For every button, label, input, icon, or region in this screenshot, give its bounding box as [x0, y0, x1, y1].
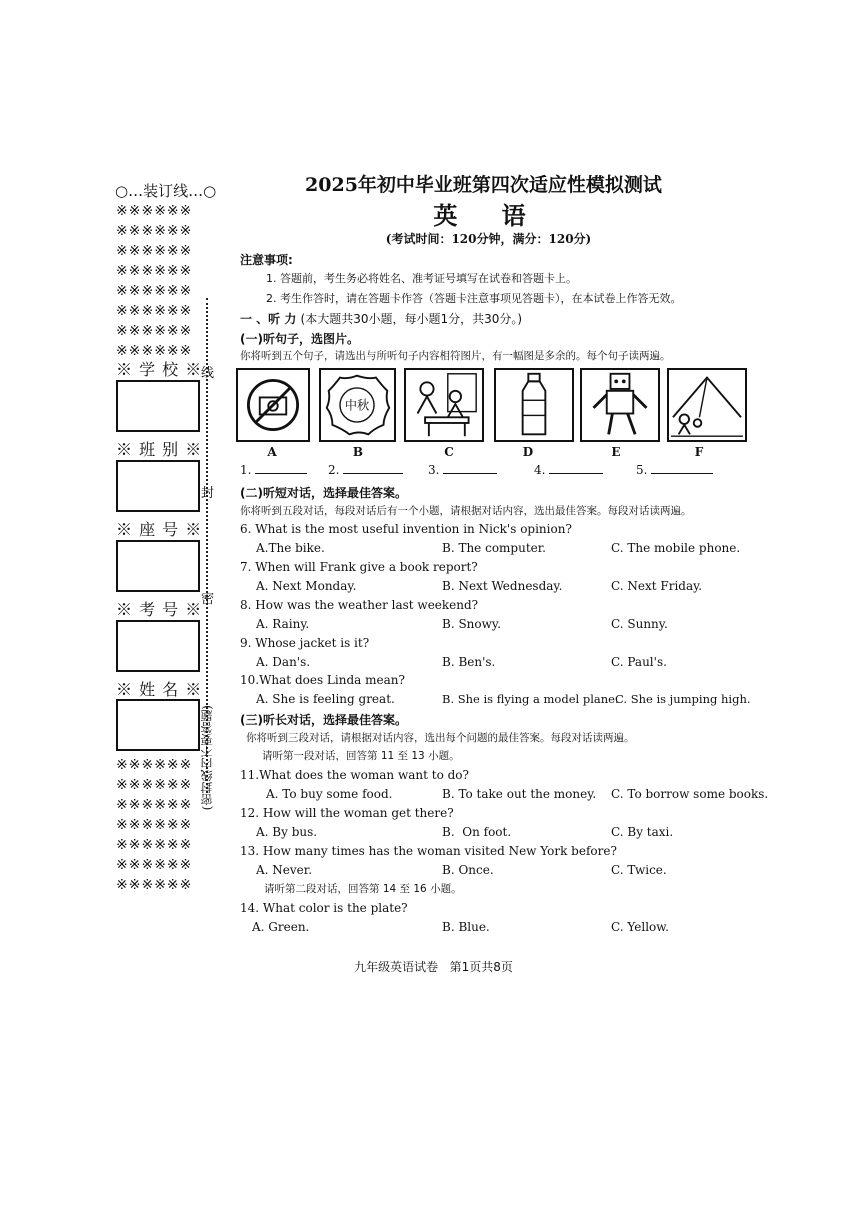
picture-f [667, 368, 747, 442]
exam-subject: 英 语 [433, 201, 544, 230]
page-footer: 九年级英语试卷 第1页共8页 [354, 960, 513, 974]
picture-e [580, 368, 660, 442]
option-b: B. Once. [442, 863, 494, 877]
blank-number: 1. [240, 463, 252, 477]
seal-char-seal: 封 [201, 486, 215, 501]
notice-heading: 注意事项: [240, 253, 293, 267]
picture-label-a: A [267, 445, 277, 459]
cross-row: ※※※※※※ [116, 263, 193, 279]
picture-label-f: F [694, 445, 704, 459]
answer-blank-2[interactable] [328, 463, 403, 477]
seal-note: (密封线内不要答题) [200, 705, 214, 811]
seat-number-field[interactable] [116, 540, 200, 592]
part3-sub1: 请听第一段对话，回答第 11 至 13 小题。 [262, 750, 460, 762]
option-a: A.The bike. [256, 541, 325, 555]
question-text: 12. How will the woman get there? [240, 806, 454, 820]
option-b: B. Blue. [442, 920, 490, 934]
option-a: A. Rainy. [256, 617, 310, 631]
option-b: B. She is flying a model plane. [442, 692, 619, 706]
picture-label-e: E [611, 445, 621, 459]
cross-row: ※※※※※※ [116, 777, 193, 793]
tent-icon [669, 370, 745, 440]
notice-item: 1. 答题前，考生务必将姓名、准考证号填写在试卷和答题卡上。 [266, 272, 577, 285]
picture-label-d: D [522, 445, 534, 459]
cross-row: ※※※※※※ [116, 303, 193, 319]
bottle-icon [496, 370, 572, 440]
option-a: A. To buy some food. [266, 787, 393, 801]
cross-row: ※※※※※※ [116, 323, 193, 339]
blank-number: 5. [636, 463, 648, 477]
mooncake-text: 中秋 [344, 398, 370, 413]
seal-char-secret: 密 [201, 592, 215, 607]
exam-number-field[interactable] [116, 620, 200, 672]
section-title: 一 、听 力 [240, 312, 297, 326]
section-heading [240, 310, 522, 327]
question-text: 7. When will Frank give a book report? [240, 560, 478, 574]
name-field[interactable] [116, 699, 200, 751]
section-detail: (本大题共30小题，每小题1分，共30分。) [300, 312, 523, 326]
binding-line-title: ○…装订线…○ [115, 182, 217, 200]
picture-b [319, 368, 396, 442]
option-c: C. Paul's. [611, 655, 667, 669]
seal-char-line: 线 [201, 366, 215, 381]
option-b: B. Ben's. [442, 655, 496, 669]
part3-sub2: 请听第二段对话，回答第 14 至 16 小题。 [264, 883, 462, 895]
notice-item: 2. 考生作答时，请在答题卡作答（答题卡注意事项见答题卡），在本试卷上作答无效。 [266, 292, 682, 305]
question-text: 13. How many times has the woman visited New York before? [240, 844, 617, 858]
option-b: B. To take out the money. [442, 787, 597, 801]
option-c: C. By taxi. [611, 825, 674, 839]
mooncake-icon [321, 370, 394, 440]
option-c: C. The mobile phone. [611, 541, 741, 555]
option-c: C. To borrow some books. [611, 787, 769, 801]
option-a: A. Dan's. [256, 655, 311, 669]
seat-number-label: ※ 座 号 ※ [116, 520, 203, 539]
option-c: C. Sunny. [611, 617, 668, 631]
cross-row: ※※※※※※ [116, 223, 193, 239]
school-label: ※ 学 校 ※ [116, 360, 203, 379]
option-a: A. She is feeling great. [256, 692, 395, 706]
exam-meta: (考试时间：120分钟，满分：120分) [385, 232, 592, 246]
cross-row: ※※※※※※ [116, 857, 193, 873]
picture-label-b: B [352, 445, 364, 459]
cross-row: ※※※※※※ [116, 283, 193, 299]
robot-icon [582, 370, 658, 440]
cross-row: ※※※※※※ [116, 343, 193, 359]
part2-instruction: 你将听到五段对话，每段对话后有一个小题，请根据对话内容，选出最佳答案。每段对话读两遍。 [240, 505, 692, 517]
question-text: 9. Whose jacket is it? [240, 636, 370, 650]
class-label: ※ 班 别 ※ [116, 440, 203, 459]
cross-row: ※※※※※※ [116, 797, 193, 813]
part2-heading: (二)听短对话，选择最佳答案。 [240, 486, 407, 500]
option-b: B. Snowy. [442, 617, 501, 631]
classroom-icon [406, 370, 482, 440]
option-b: B. Next Wednesday. [442, 579, 563, 593]
picture-label-c: C [444, 445, 454, 459]
school-field[interactable] [116, 380, 200, 432]
option-a: A. Green. [252, 920, 310, 934]
blank-number: 3. [428, 463, 440, 477]
class-field[interactable] [116, 460, 200, 512]
option-b: B. The computer. [442, 541, 546, 555]
part3-heading: (三)听长对话，选择最佳答案。 [240, 713, 407, 727]
answer-blank-3[interactable] [428, 463, 497, 477]
blank-number: 4. [534, 463, 546, 477]
blank-number: 2. [328, 463, 340, 477]
cross-row: ※※※※※※ [116, 203, 193, 219]
question-text: 11.What does the woman want to do? [240, 768, 469, 782]
exam-number-label: ※ 考 号 ※ [116, 600, 203, 619]
option-c: C. Next Friday. [611, 579, 703, 593]
part1-heading: (一)听句子，选图片。 [240, 332, 359, 346]
part1-instruction: 你将听到五个句子，请选出与所听句子内容相符图片，有一幅图是多余的。每个句子读两遍。 [240, 350, 671, 362]
no-photo-icon [238, 370, 308, 440]
cross-row: ※※※※※※ [116, 243, 193, 259]
option-c: C. Twice. [611, 863, 667, 877]
option-b: B. On foot. [442, 825, 512, 839]
question-text: 14. What color is the plate? [240, 901, 408, 915]
answer-blank-4[interactable] [534, 463, 603, 477]
option-a: A. Never. [256, 863, 313, 877]
exam-title: 2025年初中毕业班第四次适应性模拟测试 [305, 174, 662, 196]
cross-row: ※※※※※※ [116, 837, 193, 853]
question-text: 6. What is the most useful invention in Nick's opinion? [240, 522, 572, 536]
question-text: 8. How was the weather last weekend? [240, 598, 479, 612]
answer-blank-1[interactable] [240, 463, 307, 477]
answer-blank-5[interactable] [636, 463, 713, 477]
cross-row: ※※※※※※ [116, 757, 193, 773]
cross-row: ※※※※※※ [116, 817, 193, 833]
option-c: C. She is jumping high. [615, 692, 751, 706]
picture-c [404, 368, 484, 442]
option-a: A. By bus. [256, 825, 318, 839]
option-a: A. Next Monday. [256, 579, 357, 593]
question-text: 10.What does Linda mean? [240, 673, 405, 687]
cross-row: ※※※※※※ [116, 877, 193, 893]
picture-d [494, 368, 574, 442]
name-label: ※ 姓 名 ※ [116, 680, 203, 699]
part3-instruction: 你将听到三段对话，请根据对话内容，选出每个问题的最佳答案。每段对话读两遍。 [246, 732, 635, 744]
picture-a [236, 368, 310, 442]
option-c: C. Yellow. [611, 920, 669, 934]
